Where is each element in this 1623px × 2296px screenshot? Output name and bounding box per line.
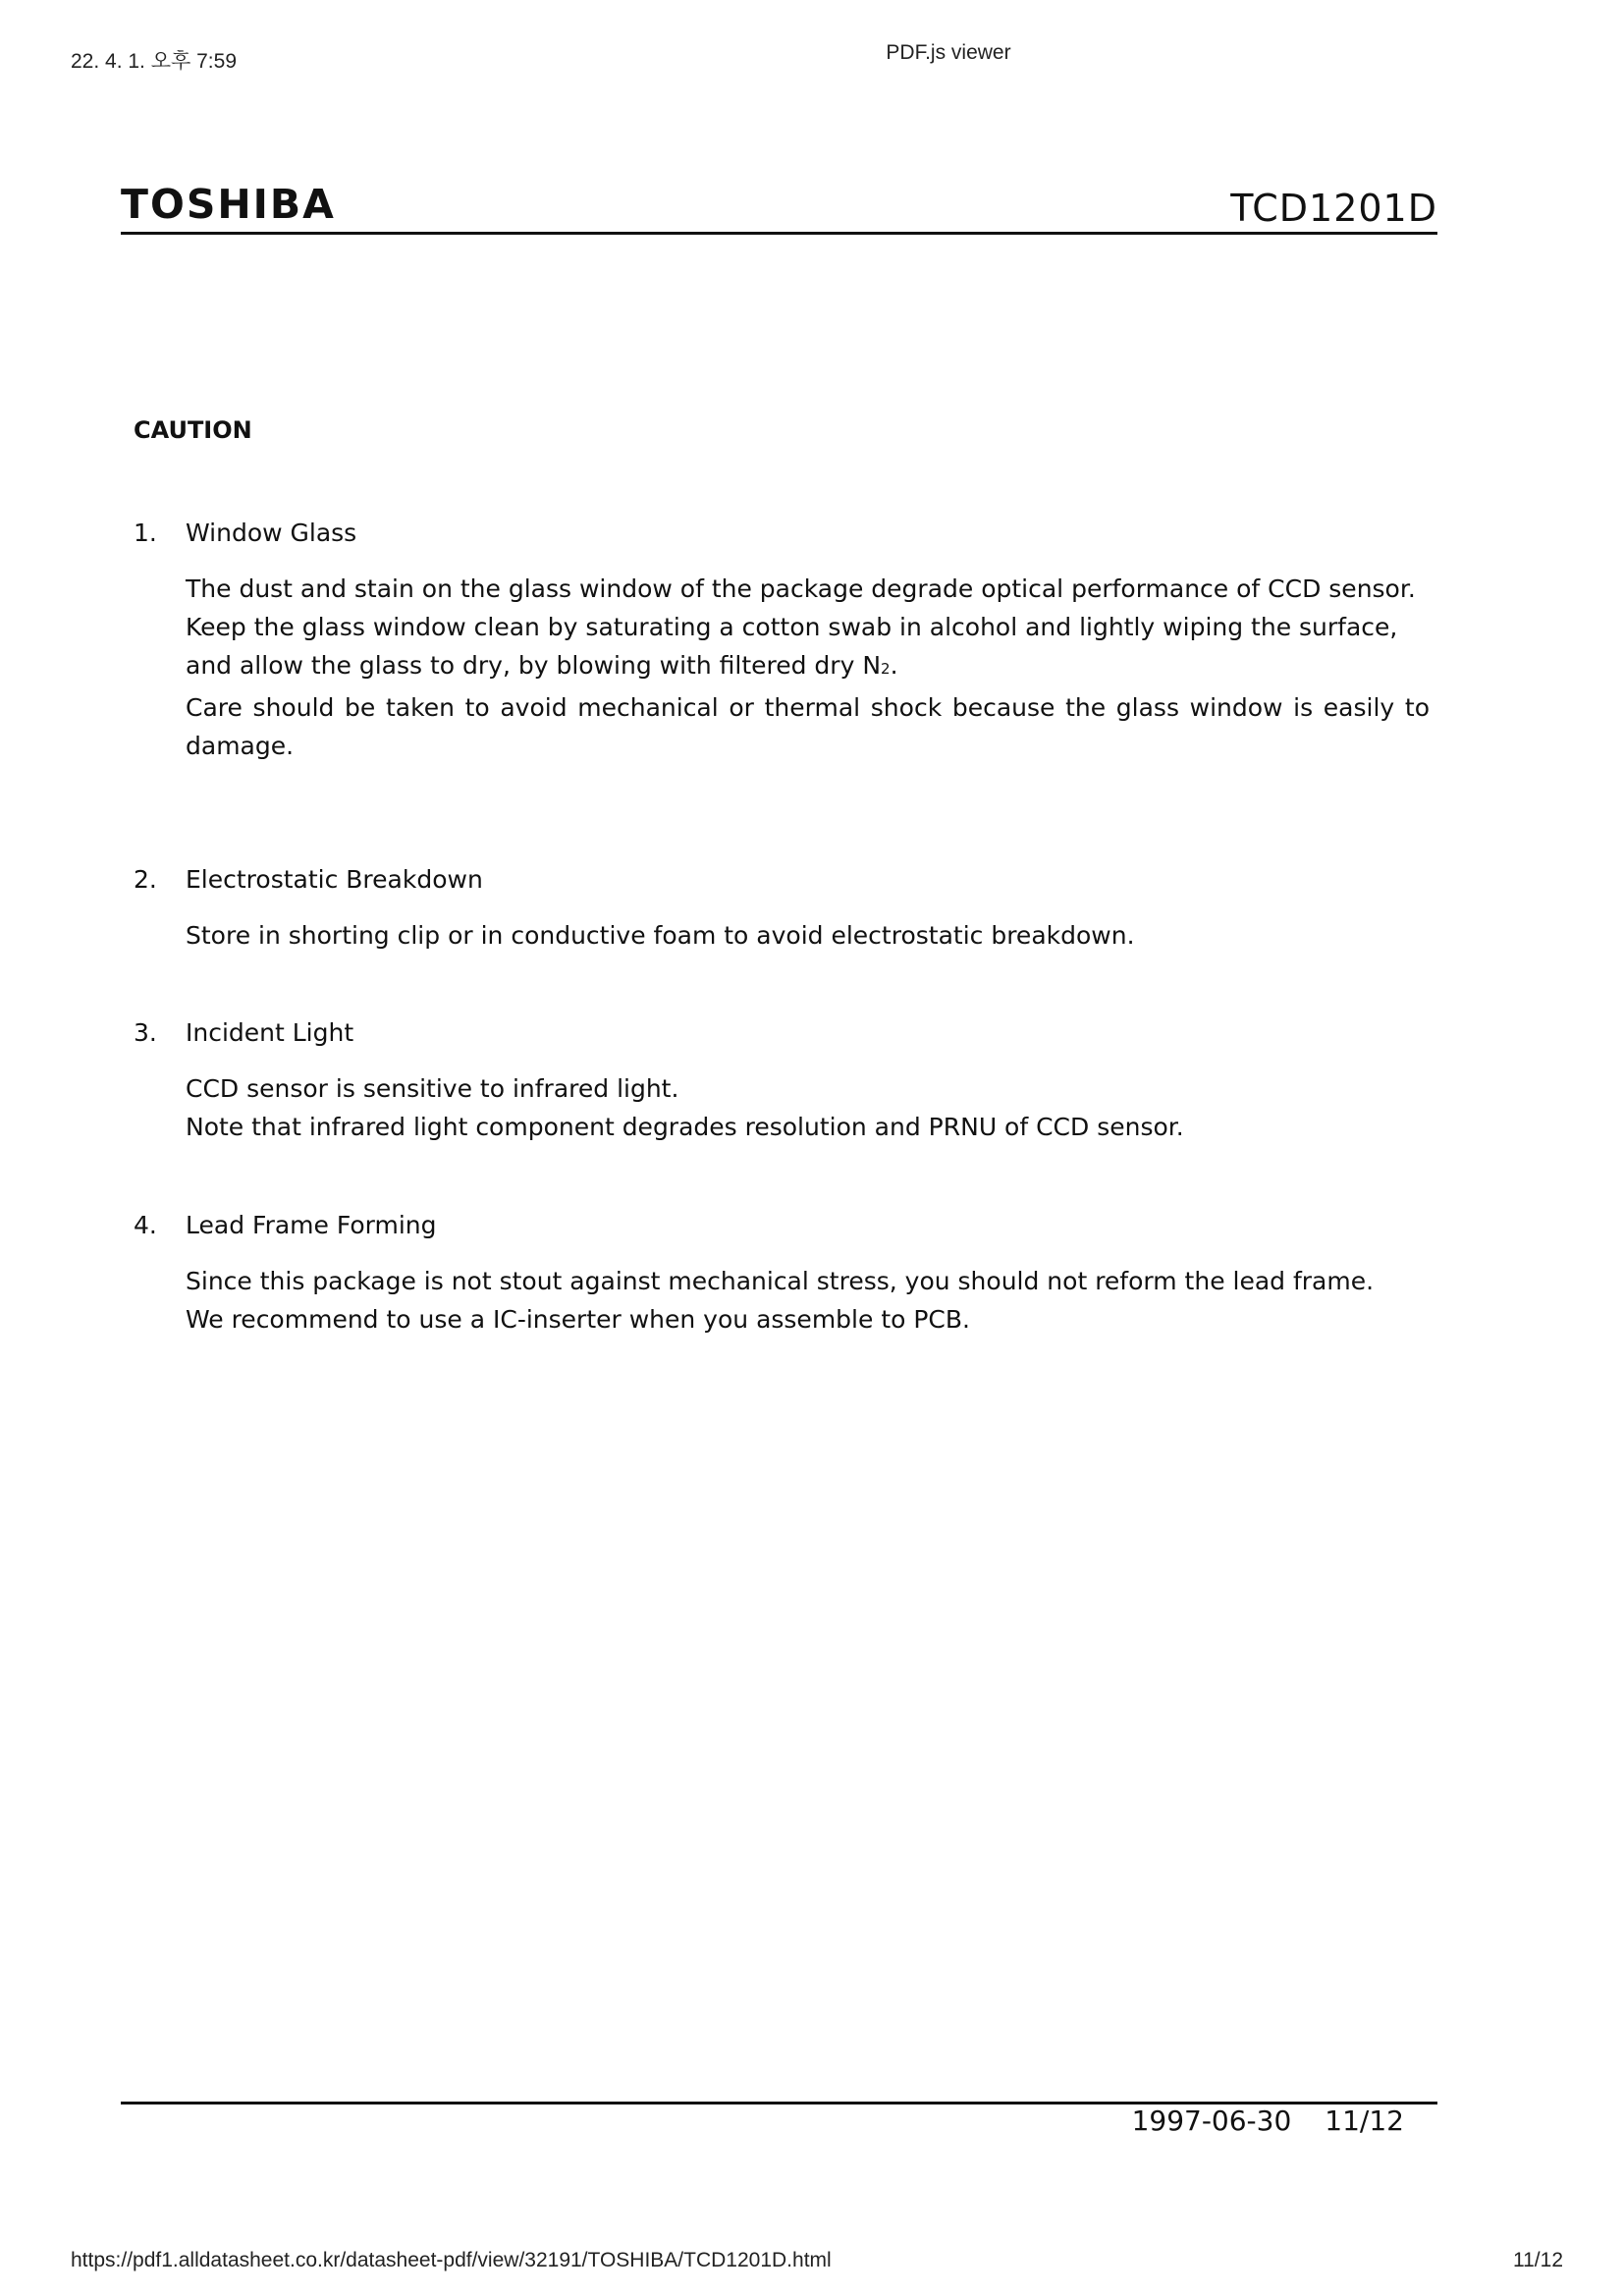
section-number: 1. [134,519,157,547]
section-body [186,916,1430,955]
paragraph: We recommend to use a IC-inserter when you assemble to PCB. [186,1305,970,1334]
paragraph: The dust and stain on the glass window of the package degrade optical performance of CCD sensor. [186,574,1416,603]
footer-date: 1997-06-30 [1131,2105,1292,2137]
section-number: 2. [134,865,157,894]
section-electrostatic-breakdown [134,865,1430,955]
paragraph-suffix: . [890,651,898,680]
document-footer [1132,2105,1404,2137]
print-header-date: 22. 4. 1. 오후 7:59 [71,50,238,73]
paragraph: Store in shorting clip or in conductive foam to avoid electrostatic breakdown. [186,921,1135,950]
section-title [134,865,1430,895]
section-number: 4. [134,1211,157,1239]
section-body [186,570,1430,765]
print-footer-page: 11/12 [1513,2249,1563,2271]
print-footer-url[interactable]: https://pdf1.alldatasheet.co.kr/datasheet-pdf/view/32191/TOSHIBA/TCD1201D.html [71,2249,832,2271]
caution-heading: CAUTION [134,416,252,444]
subscript: 2 [881,660,891,678]
print-header-title: PDF.js viewer [886,41,1011,64]
section-incident-light [134,1018,1430,1146]
part-number: TCD1201D [1230,187,1437,230]
paragraph-text: Keep the glass window clean by saturating a cotton swab in alcohol and lightly wiping the surface, and allow the glass to dry, by blowing with filtered dry N [186,613,1398,680]
paragraph: Note that infrared light component degrades resolution and PRNU of CCD sensor. [186,1113,1184,1141]
brand-logo-text: TOSHIBA [121,181,336,228]
paragraph: Care should be taken to avoid mechanical or thermal shock because the glass window is easily to damage. [186,693,1430,760]
section-title [134,519,1430,548]
section-body [186,1069,1430,1146]
document-header [121,181,1437,235]
section-title [134,1211,1430,1240]
paragraph: Since this package is not stout against mechanical stress, you should not reform the lead frame. [186,1267,1375,1295]
paragraph [186,608,1430,688]
section-title-text: Window Glass [186,519,357,547]
section-lead-frame-forming [134,1211,1430,1339]
section-title [134,1018,1430,1048]
paragraph: CCD sensor is sensitive to infrared light. [186,1074,679,1103]
section-title-text: Lead Frame Forming [186,1211,437,1239]
section-title-text: Incident Light [186,1018,354,1047]
section-number: 3. [134,1018,157,1047]
section-title-text: Electrostatic Breakdown [186,865,483,894]
section-body [186,1262,1430,1339]
section-window-glass [134,519,1430,765]
footer-page-number: 11/12 [1325,2105,1404,2137]
